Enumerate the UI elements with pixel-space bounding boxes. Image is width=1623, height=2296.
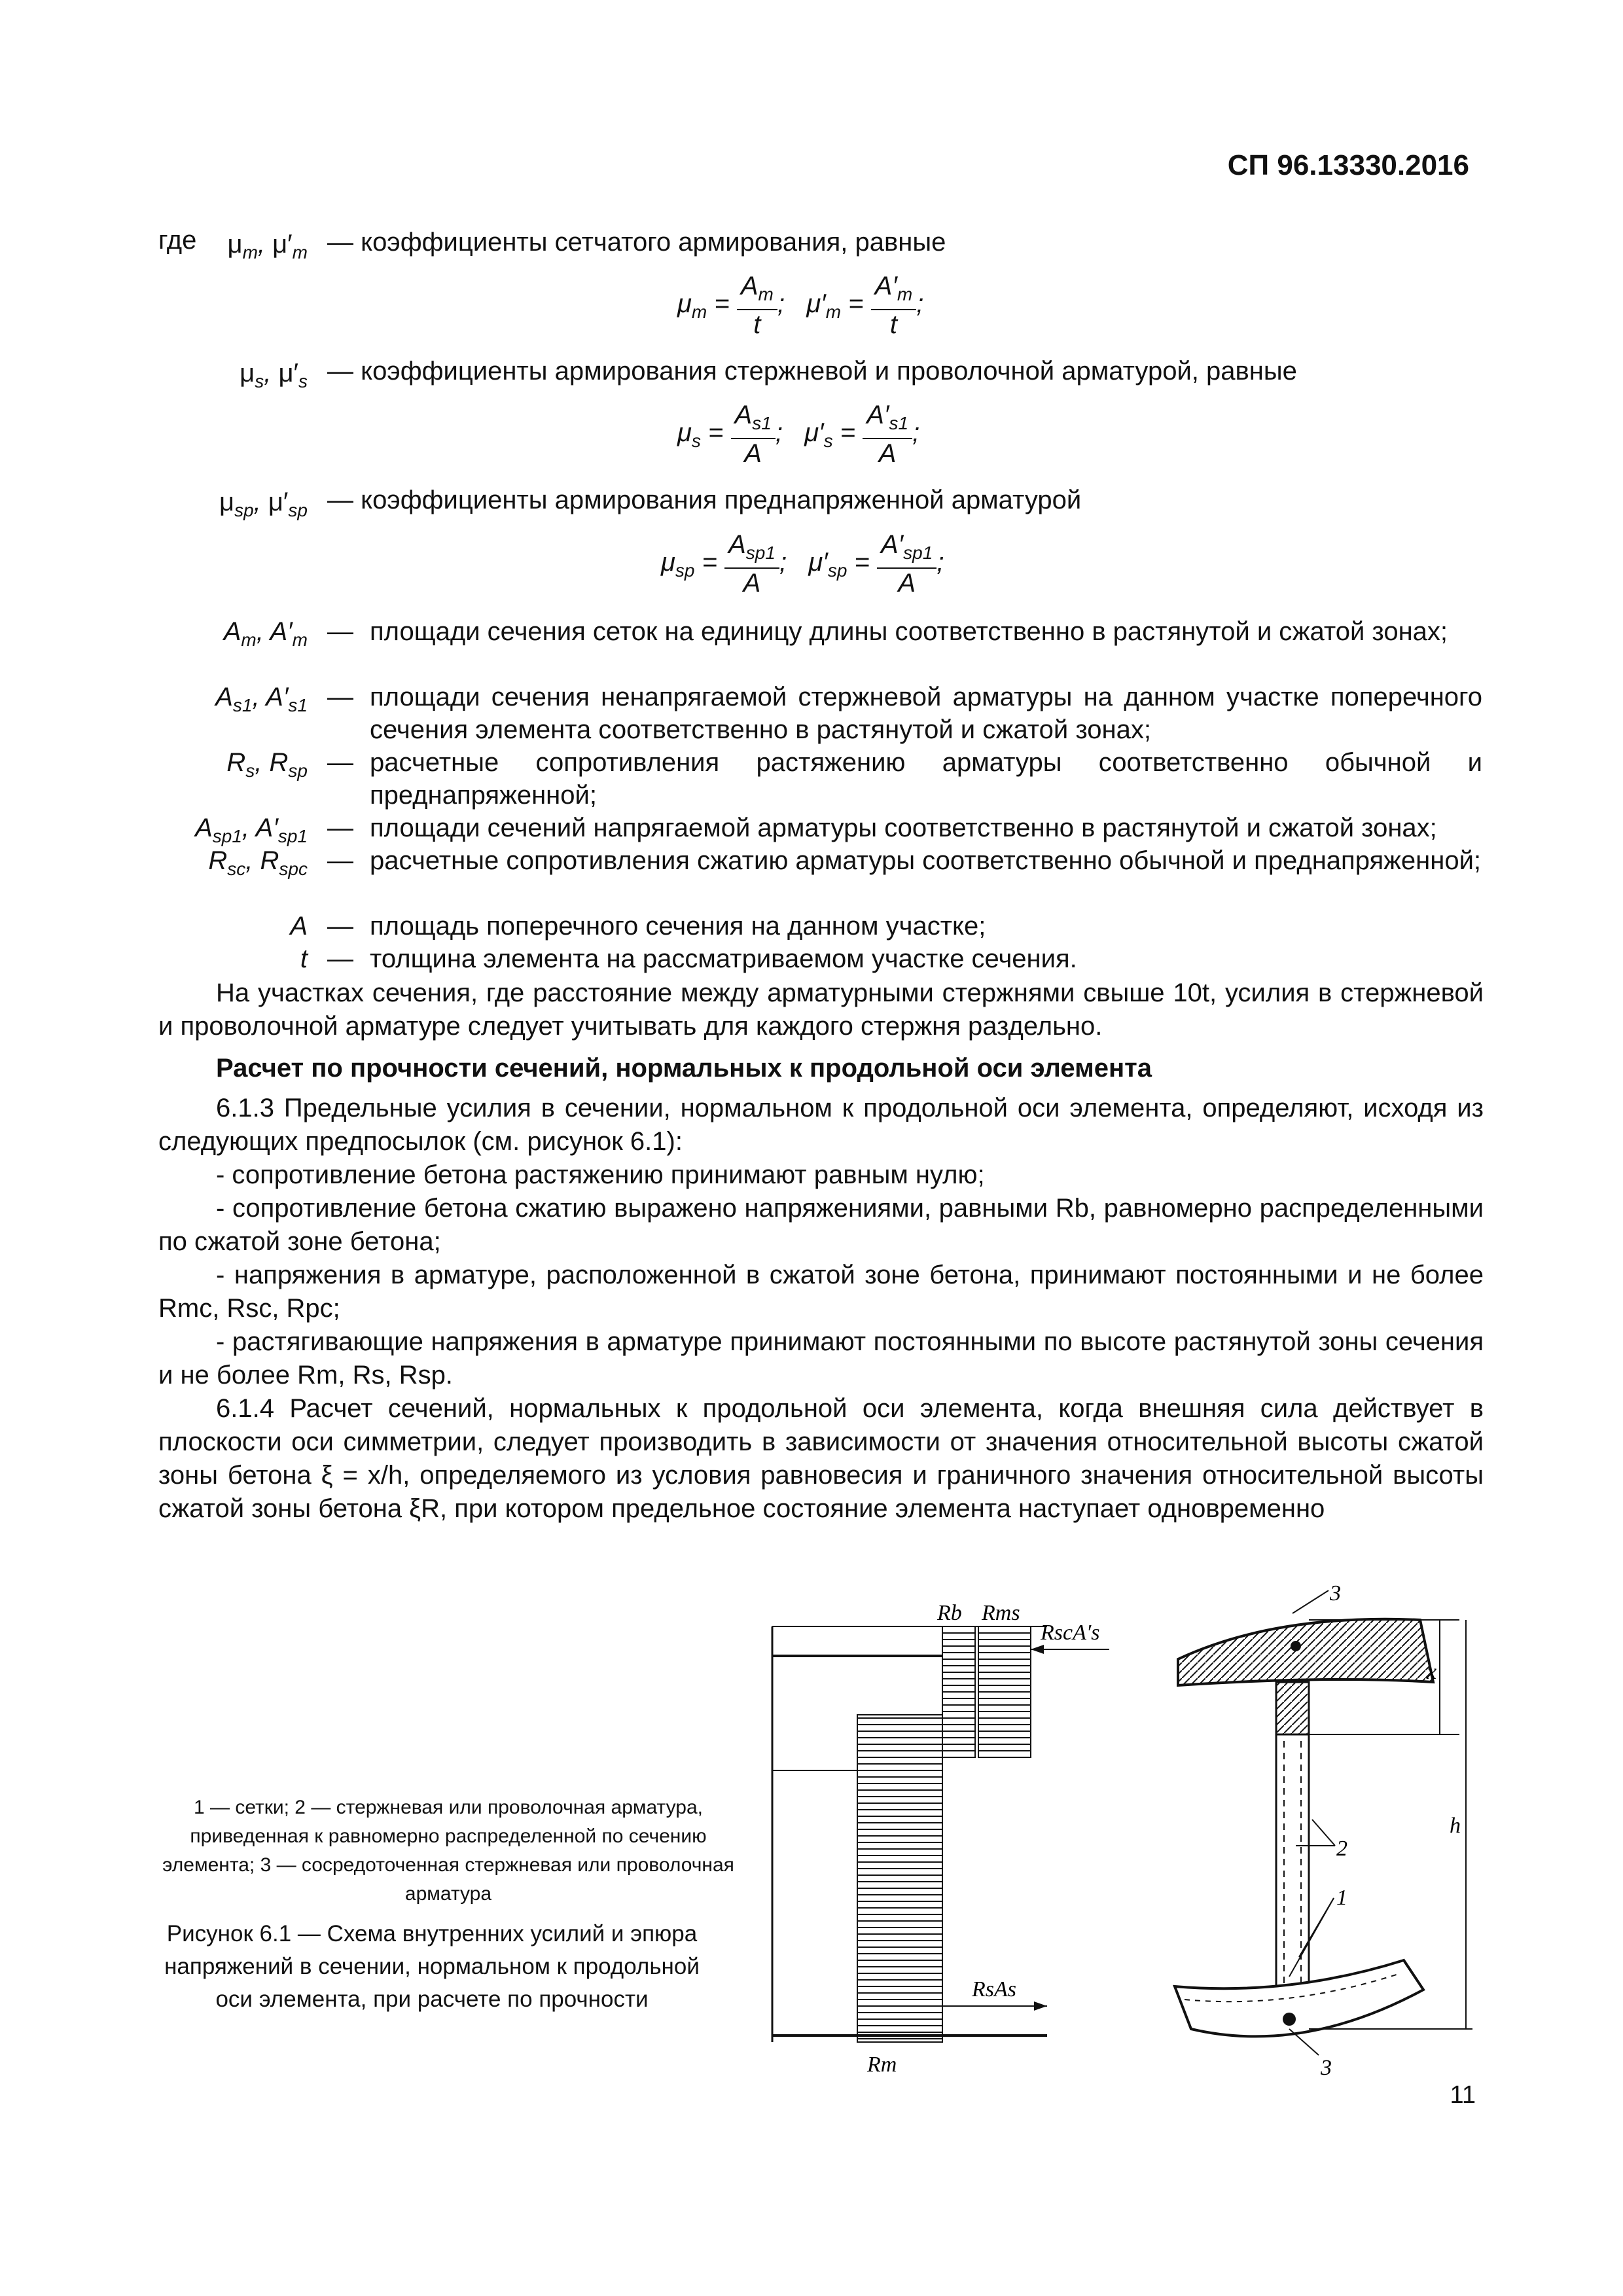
definition-symbol: t xyxy=(300,944,308,973)
formula-mu-s: $\mu_s$ = $\frac{A_{s1}}{A}$ ; $\mu'_s$ = $\frac{A'_{s1}}{A}$ ; xyxy=(677,401,920,468)
label-2: 2 xyxy=(1336,1837,1347,1861)
definition-text: расчетные сопротивления сжатию арматуры соответственно обычной и преднапряженной; xyxy=(370,846,1482,875)
definition-text: площади сечения сеток на единицу длины соответственно в растянутой и сжатой зонах; xyxy=(370,617,1448,646)
bullet-item: - растягивающие напряжения в арматуре принимают постоянными по высоте растянутой зоны сечения и не более Rm, Rs, Rsp. xyxy=(158,1327,1484,1390)
definition-text: площади сечений напрягаемой арматуры соответственно в растянутой и сжатой зонах; xyxy=(370,814,1437,842)
page-number: 11 xyxy=(1450,2081,1476,2109)
paragraph: 6.1.3 Предельные усилия в сечении, нормальном к продольной оси элемента, определяют, исходя из следующих предпосылок (см. рисунок 6.1): xyxy=(158,1094,1484,1156)
label-3-bottom: 3 xyxy=(1321,2056,1332,2080)
label-h: h xyxy=(1450,1814,1461,1838)
label-1: 1 xyxy=(1336,1886,1347,1910)
definition-text: — коэффициенты армирования преднапряженной арматурой xyxy=(327,486,1082,514)
figure-legend: 1 — сетки; 2 — стержневая или проволочная арматура, приведенная к равномерно распределенной по сечению элемента; 3 — сосредоточенная стержневая или проволочная арматура xyxy=(162,1797,734,1905)
definition-symbol: $\mu_s$, $\mu'_s$ xyxy=(240,359,308,391)
definition-symbol: A xyxy=(290,912,308,941)
figure-title: Рисунок 6.1 — Схема внутренних усилий и эпюра напряжений в сечении, нормальном к продольной оси элемента, при расчете по прочности xyxy=(164,1921,700,2012)
section-heading: Расчет по прочности сечений, нормальных к продольной оси элемента xyxy=(216,1054,1152,1083)
definition-text: площадь поперечного сечения на данном участке; xyxy=(370,912,986,941)
paragraph: 6.1.4 Расчет сечений, нормальных к продольной оси элемента, когда внешняя сила действует в плоскости оси симметрии, следует производить в зависимости от значения относительной высоты сжатой зоны бетона ξ = x/h, определяемого из условия равновесия и граничного значения относительной высоты сжатой зоны бетона ξR, при котором предельное состояние элемента наступает одновременно xyxy=(158,1394,1484,1523)
definition-symbol: $A_{s1}$, $A'_{s1}$ xyxy=(215,683,308,715)
definition-symbol: $R_{sc}$, $R_{spc}$ xyxy=(208,846,308,879)
definition-text: расчетные сопротивления растяжению арматуры соответственно обычной и преднапряженной; xyxy=(370,748,1482,810)
stress-diagram xyxy=(766,1584,1132,2081)
label-3-top: 3 xyxy=(1330,1584,1341,1605)
label-rsc-as: RscA′s xyxy=(1041,1621,1100,1645)
definition-symbol: $R_s$, $R_{sp}$ xyxy=(226,748,308,781)
bullet-item: - напряжения в арматуре, расположенной в сжатой зоне бетона, принимают постоянными и не более Rmc, Rsc, Rpc; xyxy=(158,1261,1484,1323)
formula-mu-sp: $\mu_{sp}$ = $\frac{A_{sp1}}{A}$ ; $\mu'_{sp}$ = $\frac{A'_{sp1}}{A}$ ; xyxy=(661,530,944,598)
definition-text: — коэффициенты сетчатого армирования, равные xyxy=(327,228,946,257)
formula-mu-m: $\mu_m$ = $\frac{A_m}{t}$ ; $\mu'_m$ = $\frac{A'_m}{t}$ ; xyxy=(677,272,924,339)
definition-symbol: $A_{sp1}$, $A'_{sp1}$ xyxy=(195,814,308,846)
label-x: x xyxy=(1427,1660,1437,1684)
label-rms: Rms xyxy=(982,1601,1020,1625)
label-rb: Rb xyxy=(937,1601,962,1625)
label-rm: Rm xyxy=(867,2053,897,2077)
paragraph: На участках сечения, где расстояние между арматурными стержнями свыше 10t, усилия в стержневой и проволочной арматуре следует учитывать для каждого стержня раздельно. xyxy=(158,978,1484,1041)
definition-symbol: $A_m$, $A'_m$ xyxy=(223,617,308,650)
definition-text: толщина элемента на рассматриваемом участке сечения. xyxy=(370,944,1077,973)
definition-symbol: $\mu_{sp}$, $\mu'_{sp}$ xyxy=(219,488,308,520)
definition-symbol: $\mu_m$, $\mu'_m$ xyxy=(227,230,308,262)
definition-text: — коэффициенты армирования стержневой и проволочной арматурой, равные xyxy=(327,357,1297,386)
label-rs-as: RsAs xyxy=(972,1977,1016,2001)
definition-text: площади сечения ненапрягаемой стержневой арматуры на данном участке поперечного сечения элемента соответственно в растянутой и сжатой зонах; xyxy=(370,683,1482,744)
i-section-diagram xyxy=(1158,1584,1486,2081)
bullet-item: - сопротивление бетона сжатию выражено напряжениями, равными Rb, равномерно распределенными по сжатой зоне бетона; xyxy=(158,1194,1484,1256)
bullet-item: - сопротивление бетона растяжению принимают равным нулю; xyxy=(216,1160,985,1189)
document-code: СП 96.13330.2016 xyxy=(1227,149,1469,181)
where-word: где xyxy=(158,226,197,255)
